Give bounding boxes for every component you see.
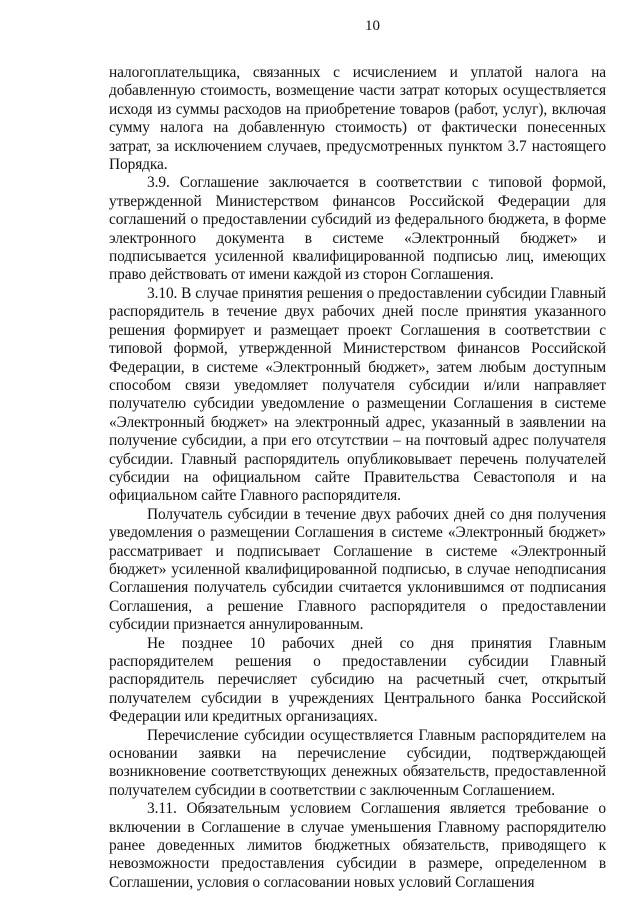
paragraph-transfer-deadline: Не позднее 10 рабочих дней со дня принятия Главным распорядителем решения о предоставлении субсидии Главный распорядитель перечисляет субсидию на расчетный счет, открытый получателем субсидии в учреждениях Центрального банка Российской Федерации или кредитных организациях.	[109, 634, 606, 726]
paragraph-3-10: 3.10. В случае принятия решения о предоставлении субсидии Главный распорядитель в течение двух рабочих дней после принятия указанного решения формирует и размещает проект Соглашения в соответствии с типовой формой, утвержденной Министерством финансов Российской Федерации, в системе «Электронный бюджет», затем любым доступным способом связи уведомляет получателя субсидии и/или направляет получателю субсидии уведомление о размещении Соглашения в системе «Электронный бюджет» на электронный адрес, указанный в заявлении на получение субсидии, а при его отсутствии – на почтовый адрес получателя субсидии. Главный распорядитель опубликовывает перечень получателей субсидии на официальном сайте Правительства Севастополя и на официальном сайте Главного распорядителя.	[109, 284, 606, 505]
paragraph-recipient-signing: Получатель субсидии в течение двух рабочих дней со дня получения уведомления о размещении Соглашения в системе «Электронный бюджет» рассматривает и подписывает Соглашение в системе «Электронный бюджет» усиленной квалифицированной подписью, в случае неподписания Соглашения получатель субсидии считается уклонившимся от подписания Соглашения, а решение Главного распорядителя о предоставлении субсидии признается аннулированным.	[109, 505, 606, 634]
paragraph-continuation: налогоплательщика, связанных с исчислением и уплатой налога на добавленную стоимость, возмещение части затрат которых осуществляется исходя из суммы расходов на приобретение товаров (работ, услуг), включая сумму налога на добавленную стоимость) от фактически понесенных затрат, за исключением случаев, предусмотренных пунктом 3.7 настоящего Порядка.	[109, 64, 606, 174]
paragraph-3-9: 3.9. Соглашение заключается в соответствии с типовой формой, утвержденной Министерством финансов Российской Федерации для соглашений о предоставлении субсидий из федерального бюджета, в форме электронного документа в системе «Электронный бюджет» и подписывается усиленной квалифицированной подписью лиц, имеющих право действовать от имени каждой из сторон Соглашения.	[109, 174, 606, 284]
paragraph-3-11: 3.11. Обязательным условием Соглашения является требование о включении в Соглашение в случае уменьшения Главному распорядителю ранее доведенных лимитов бюджетных обязательств, приводящего к невозможности предоставления субсидии в размере, определенном в Соглашении, условия о согласовании новых условий Соглашения	[109, 800, 606, 891]
page-number: 10	[365, 18, 380, 34]
paragraph-transfer-basis: Перечисление субсидии осуществляется Главным распорядителем на основании заявки на перечисление субсидии, подтверждающей возникновение соответствующих денежных обязательств, предоставленной получателем субсидии в соответствии с заключенным Соглашением.	[109, 726, 606, 799]
